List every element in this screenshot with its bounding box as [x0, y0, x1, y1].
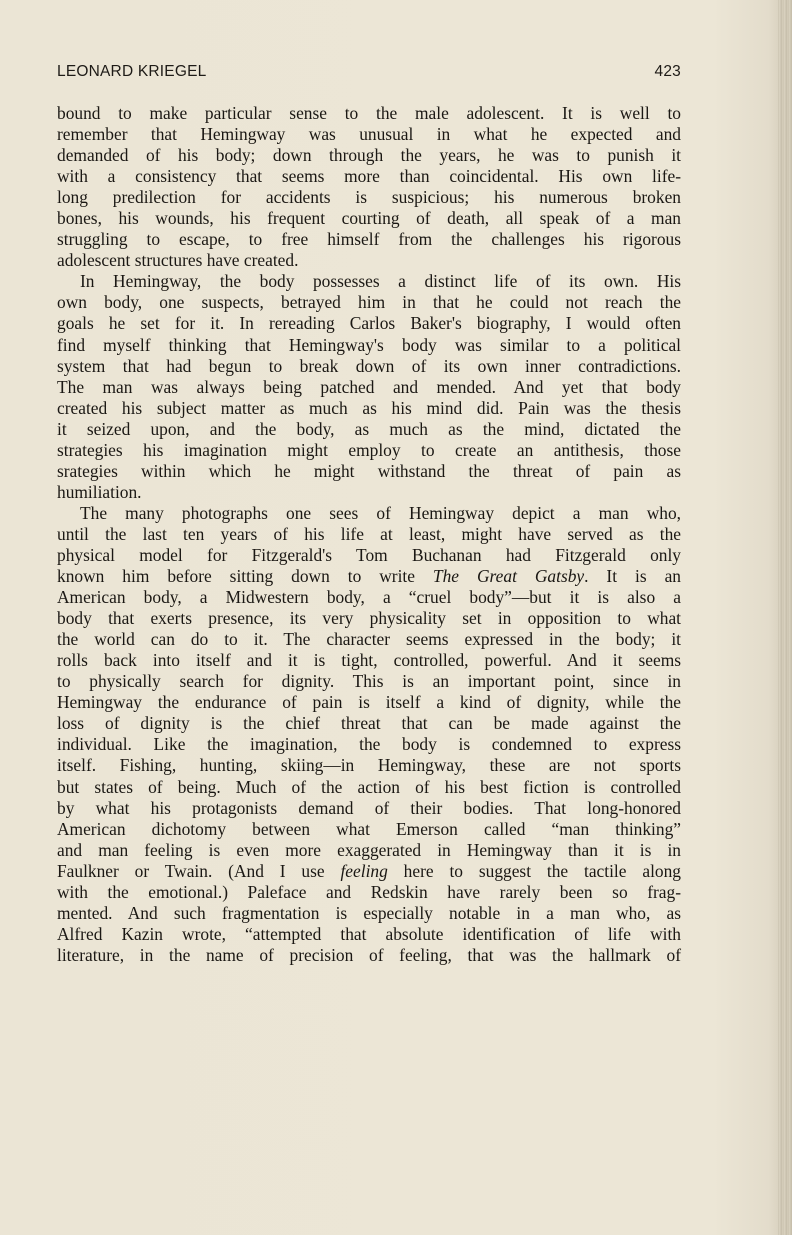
text-segment: Faulkner or Twain. (And I use — [57, 860, 341, 881]
text-line: created his subject matter as much as his mind did. Pain was the thesis — [57, 397, 681, 418]
italic-title: feeling — [340, 860, 388, 881]
page-number: 423 — [654, 63, 681, 80]
text-line: itself. Fishing, hunting, skiing—in Hemingway, these are not sports — [57, 755, 681, 776]
text-line: find myself thinking that Hemingway's body was similar to a political — [57, 334, 681, 355]
text-line: and man feeling is even more exaggerated in Hemingway than it is in — [57, 839, 681, 860]
text-line: until the last ten years of his life at least, might have served as the — [57, 523, 681, 544]
text-line: with the emotional.) Paleface and Redskin have rarely been so frag- — [57, 881, 681, 902]
text-line: struggling to escape, to free himself from the challenges his rigorous — [57, 229, 681, 250]
text-line: American dichotomy between what Emerson called “man thinking” — [57, 818, 681, 839]
italic-title: The Great Gatsby — [432, 566, 585, 587]
text-line: by what his protagonists demand of their bodies. That long-honored — [57, 797, 681, 818]
body-text — [57, 103, 681, 966]
text-line: Hemingway the endurance of pain is itself a kind of dignity, while the — [57, 692, 681, 713]
text-line: demanded of his body; down through the years, he was to punish it — [57, 145, 681, 166]
text-line: individual. Like the imagination, the body is condemned to express — [57, 734, 681, 755]
running-header — [57, 63, 681, 87]
text-line: In Hemingway, the body possesses a distinct life of its own. His — [80, 271, 681, 292]
text-line: srategies within which he might withstand the threat of pain as — [57, 460, 681, 481]
text-line: goals he set for it. In rereading Carlos Baker's biography, I would often — [57, 313, 681, 334]
text-line: rolls back into itself and it is tight, controlled, powerful. And it seems — [57, 650, 681, 671]
running-head-author: LEONARD KRIEGEL — [57, 63, 207, 80]
text-line: remember that Hemingway was unusual in what he expected and — [57, 124, 681, 145]
text-line — [57, 566, 681, 587]
text-line: humiliation. — [57, 481, 142, 502]
text-line: bones, his wounds, his frequent courting of death, all speak of a man — [57, 208, 681, 229]
page-edge — [778, 0, 792, 1235]
text-line: The man was always being patched and mended. And yet that body — [57, 376, 681, 397]
text-line: mented. And such fragmentation is especially notable in a man who, as — [57, 902, 681, 923]
text-line: literature, in the name of precision of feeling, that was the hallmark of — [57, 944, 681, 965]
text-line: but states of being. Much of the action of his best fiction is controlled — [57, 776, 681, 797]
text-segment: known him before sitting down to write — [57, 566, 433, 587]
text-line: the world can do to it. The character seems expressed in the body; it — [57, 629, 681, 650]
text-line: adolescent structures have created. — [57, 250, 299, 271]
text-line: American body, a Midwestern body, a “cruel body”—but it is also a — [57, 587, 681, 608]
text-line: physical model for Fitzgerald's Tom Buchanan had Fitzgerald only — [57, 544, 681, 565]
text-line: it seized upon, and the body, as much as the mind, dictated the — [57, 418, 681, 439]
text-line: bound to make particular sense to the male adolescent. It is well to — [57, 103, 681, 123]
text-line: with a consistency that seems more than coincidental. His own life- — [57, 166, 681, 187]
text-segment: here to suggest the tactile along — [387, 860, 681, 881]
text-line: system that had begun to break down of its own inner contradictions. — [57, 355, 681, 376]
text-line: long predilection for accidents is suspicious; his numerous broken — [57, 187, 681, 208]
text-line: loss of dignity is the chief threat that can be made against the — [57, 713, 681, 734]
text-line: Alfred Kazin wrote, “attempted that absolute identification of life with — [57, 923, 681, 944]
text-line: The many photographs one sees of Hemingway depict a man who, — [80, 502, 681, 523]
text-line: to physically search for dignity. This is an important point, since in — [57, 671, 681, 692]
text-segment: . It is an — [584, 566, 681, 587]
text-line: body that exerts presence, its very physicality set in opposition to what — [57, 608, 681, 629]
text-line — [57, 861, 681, 882]
text-line: strategies his imagination might employ to create an antithesis, those — [57, 439, 681, 460]
text-line: own body, one suspects, betrayed him in that he could not reach the — [57, 292, 681, 313]
